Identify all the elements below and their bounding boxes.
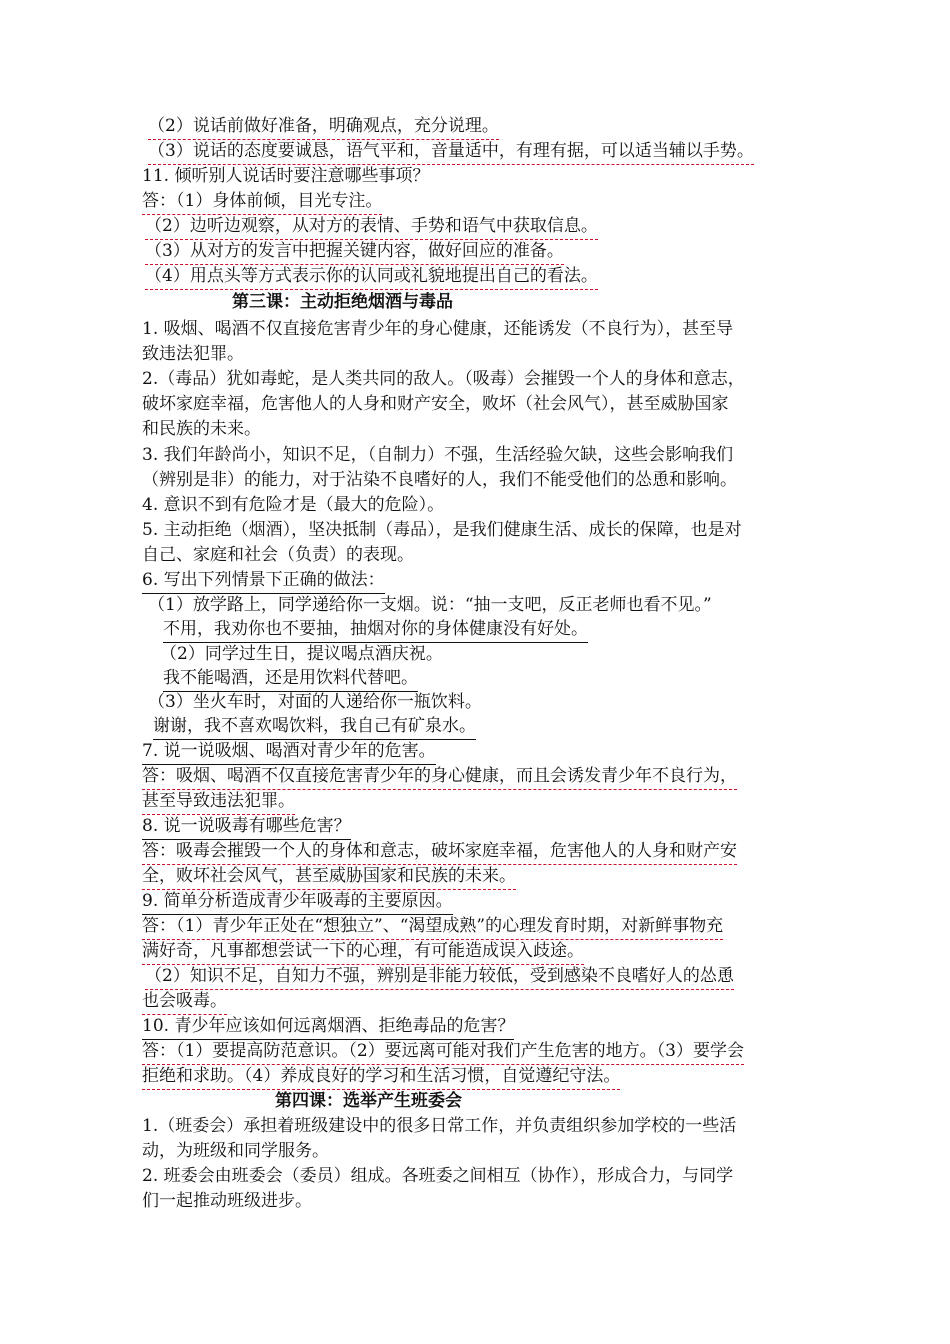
text-line: （辨别是非）的能力，对于沾染不良嗜好的人，我们不能受他们的怂恿和影响。 (142, 470, 737, 490)
answer-line: （2）边听边观察，从对方的表情、手势和语气中获取信息。 (145, 214, 598, 240)
answer-line: 谢谢，我不喜欢喝饮料，我自己有矿泉水。 (153, 714, 476, 740)
text-line: 2. 班委会由班委会（委员）组成。各班委之间相互（协作），形成合力，与同学 (142, 1166, 734, 1186)
question-line: 6. 写出下列情景下正确的做法： (142, 568, 385, 594)
question-line: 7. 说一说吸烟、喝酒对青少年的危害。 (142, 739, 436, 765)
answer-line: 答：吸烟、喝酒不仅直接危害青少年的身心健康，而且会诱发青少年不良行为， (142, 764, 737, 790)
text-line: 5. 主动拒绝（烟酒），坚决抵制（毒品），是我们健康生活、成长的保障，也是对 (142, 520, 742, 540)
answer-line: 答：吸毒会摧毁一个人的身体和意志，破坏家庭幸福，危害他人的人身和财产安 (142, 839, 737, 865)
question-line: 8. 说一说吸毒有哪些危害？ (142, 814, 351, 840)
answer-line: 我不能喝酒，还是用饮料代替吧。 (163, 666, 418, 692)
text-line: 3. 我们年龄尚小，知识不足，（自制力）不强，生活经验欠缺，这些会影响我们 (142, 445, 734, 465)
answer-line: （4）用点头等方式表示你的认同或礼貌地提出自己的看法。 (145, 264, 598, 290)
text-line: 自己、家庭和社会（负责）的表现。 (142, 545, 414, 565)
text-line: 4. 意识不到有危险才是（最大的危险）。 (142, 495, 445, 515)
answer-line: 也会吸毒。 (142, 989, 227, 1015)
question-line: 9. 简单分析造成青少年吸毒的主要原因。 (142, 889, 453, 915)
answer-line: 答：（1）青少年正处在“想独立”、“渴望成熟”的心理发育时期，对新鲜事物充 (142, 914, 723, 940)
answer-line: 拒绝和求助。（4）养成良好的学习和生活习惯，自觉遵纪守法。 (142, 1064, 620, 1090)
text-line: 破坏家庭幸福，危害他人的人身和财产安全，败坏（社会风气），甚至威胁国家 (142, 394, 729, 414)
question-line: 10. 青少年应该如何远离烟酒、拒绝毒品的危害？ (142, 1014, 514, 1040)
text-line: （3）坐火车时，对面的人递给你一瓶饮料。 (148, 692, 482, 712)
answer-line: 全，败坏社会风气，甚至威胁国家和民族的未来。 (142, 864, 516, 890)
section-heading: 第三课：主动拒绝烟酒与毒品 (232, 292, 453, 312)
text-line: 动，为班级和同学服务。 (142, 1141, 329, 1161)
text-line: （3）说话的态度要诚恳，语气平和，音量适中，有理有据，可以适当辅以手势。 (148, 139, 754, 165)
answer-line: 答：（1）要提高防范意识。（2）要远离可能对我们产生危害的地方。（3）要学会 (142, 1039, 744, 1065)
text-line: 1.（班委会）承担着班级建设中的很多日常工作，并负责组织参加学校的一些活 (142, 1116, 737, 1136)
answer-line: 答：（1）身体前倾，目光专注。 (142, 189, 382, 215)
question-line: 11. 倾听别人说话时要注意哪些事项？ (142, 166, 430, 186)
answer-line: 甚至导致违法犯罪。 (142, 789, 295, 815)
answer-line: （2）知识不足，自知力不强，辨别是非能力较低，受到感染不良嗜好人的怂恿 (145, 964, 734, 990)
text-line: （1）放学路上，同学递给你一支烟。说：“抽一支吧，反正老师也看不见。” (148, 595, 712, 615)
text-line: （2）说话前做好准备，明确观点，充分说理。 (148, 114, 499, 140)
text-line: 1. 吸烟、喝酒不仅直接危害青少年的身心健康，还能诱发（不良行为），甚至导 (142, 319, 734, 339)
answer-line: （3）从对方的发言中把握关键内容，做好回应的准备。 (145, 239, 564, 265)
answer-line: 不用，我劝你也不要抽，抽烟对你的身体健康没有好处。 (163, 617, 588, 643)
text-line: 2.（毒品）犹如毒蛇，是人类共同的敌人。（吸毒）会摧毁一个人的身体和意志， (142, 369, 745, 389)
text-line: 致违法犯罪。 (142, 344, 244, 364)
text-line: 和民族的未来。 (142, 419, 261, 439)
section-heading: 第四课：选举产生班委会 (275, 1091, 462, 1111)
text-line: 们一起推动班级进步。 (142, 1191, 312, 1211)
answer-line: 满好奇，凡事都想尝试一下的心理，有可能造成误入歧途。 (142, 939, 584, 965)
text-line: （2）同学过生日，提议喝点酒庆祝。 (160, 644, 443, 664)
